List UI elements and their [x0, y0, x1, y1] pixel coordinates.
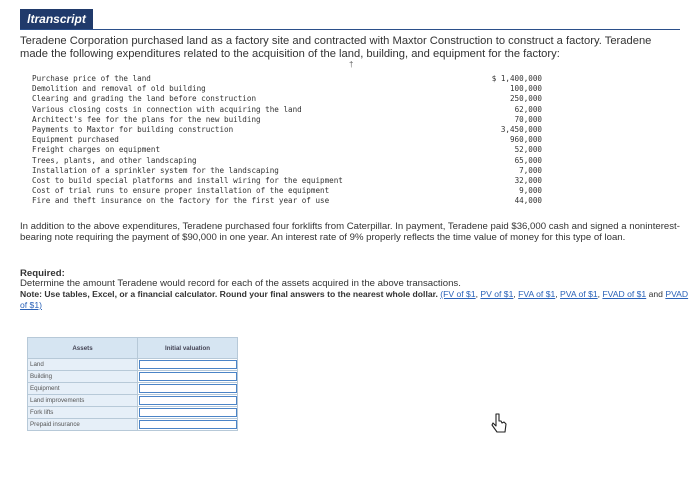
- asset-label: Land improvements: [28, 395, 138, 407]
- expenditure-amount: 960,000: [509, 135, 542, 145]
- expenditure-label: Cost to build special platforms and install wiring for the equipment: [32, 175, 343, 185]
- valuation-input[interactable]: [139, 384, 237, 393]
- note-bold: Note: Use tables, Excel, or a financial calculator. Round your final answers to the nearest whole dollar.: [20, 289, 438, 299]
- transcript-tab[interactable]: ltranscript: [20, 9, 93, 29]
- expenditure-amount: 32,000: [514, 175, 542, 185]
- expenditure-label: Clearing and grading the land before construction: [32, 94, 257, 104]
- forklift-paragraph: In addition to the above expenditures, Teradene purchased four forklifts from Caterpillar. In payment, Teradene paid $36,000 cash and signed a noninterest-bearing note requiring the payment of $90,000 in one year. An interest rate of 9% properly reflects the time value of money for this type of loan.: [20, 221, 680, 243]
- assets-header: Assets: [28, 338, 138, 359]
- asset-label: Land: [28, 359, 138, 371]
- expenditure-amount: 52,000: [514, 145, 542, 155]
- valuation-input[interactable]: [139, 360, 237, 369]
- mouse-pointer-icon: [491, 412, 509, 434]
- expenditure-amount: 65,000: [514, 155, 542, 165]
- expenditure-label: Trees, plants, and other landscaping: [32, 155, 197, 165]
- link-pv[interactable]: PV of $1: [480, 289, 514, 299]
- expenditure-amount: 44,000: [514, 196, 542, 206]
- expenditure-label: Cost of trial runs to ensure proper installation of the equipment: [32, 186, 330, 196]
- valuation-cell: [138, 395, 238, 407]
- expenditure-label: Installation of a sprinkler system for the landscaping: [32, 165, 279, 175]
- table-row: [28, 383, 238, 395]
- problem-intro: Teradene Corporation purchased land as a factory site and contracted with Maxtor Construction to construct a factory. Teradene made the following expenditures related to the acquisition of the land, building, and equipment for the factory:: [20, 35, 652, 60]
- expenditure-amount: 3,450,000: [500, 124, 542, 134]
- required-heading: Required:: [20, 268, 65, 279]
- table-row: [28, 395, 238, 407]
- valuation-cell: [138, 371, 238, 383]
- expenditure-row: [32, 84, 542, 94]
- table-row: [28, 359, 238, 371]
- expenditure-row: [32, 105, 542, 115]
- link-fva[interactable]: FVA of $1: [518, 289, 556, 299]
- table-row: [28, 371, 238, 383]
- expenditure-amount: $ 1,400,000: [491, 74, 542, 83]
- dagger-mark: †: [349, 60, 354, 69]
- expenditure-label: Fire and theft insurance on the factory for the first year of use: [32, 196, 330, 206]
- link-fvad[interactable]: FVAD of $1: [602, 289, 647, 299]
- and-word: and: [648, 289, 663, 299]
- expenditure-label: Architect's fee for the plans for the new building: [32, 114, 261, 124]
- valuation-input[interactable]: [139, 420, 237, 429]
- expenditure-label: Various closing costs in connection with acquiring the land: [32, 104, 302, 114]
- valuation-table: [27, 337, 238, 431]
- expenditures-list: [32, 74, 542, 206]
- expenditure-label: Demolition and removal of old building: [32, 84, 206, 94]
- expenditure-label: Purchase price of the land: [32, 74, 151, 83]
- valuation-input[interactable]: [139, 408, 237, 417]
- initial-valuation-header: Initial valuation: [138, 338, 238, 359]
- note-line: Note: Use tables, Excel, or a financial calculator. Round your final answers to the nearest whole dollar. (FV of $1, PV of $1, FVA of $1, PVA of $1, FVAD of $1 and PVAD of $1): [20, 289, 689, 310]
- expenditure-row: [32, 196, 542, 206]
- header-divider: [20, 29, 680, 30]
- table-row: [28, 407, 238, 419]
- valuation-input[interactable]: [139, 372, 237, 381]
- expenditure-label: Freight charges on equipment: [32, 145, 161, 155]
- asset-label: Fork lifts: [28, 407, 138, 419]
- required-text: Determine the amount Teradene would record for each of the assets acquired in the above transactions.: [20, 278, 461, 289]
- expenditure-row: [32, 186, 542, 196]
- valuation-cell: [138, 407, 238, 419]
- expenditure-amount: 100,000: [509, 84, 542, 94]
- expenditure-row: [32, 176, 542, 186]
- expenditure-amount: 9,000: [519, 186, 542, 196]
- expenditure-row: [32, 166, 542, 176]
- expenditure-amount: 62,000: [514, 104, 542, 114]
- valuation-input[interactable]: [139, 396, 237, 405]
- asset-label: Equipment: [28, 383, 138, 395]
- link-fv[interactable]: (FV of $1: [440, 289, 476, 299]
- expenditure-row: [32, 115, 542, 125]
- expenditure-amount: 7,000: [519, 165, 542, 175]
- expenditure-label: Payments to Maxtor for building construction: [32, 124, 234, 134]
- expenditure-row: [32, 156, 542, 166]
- expenditure-row: [32, 94, 542, 104]
- expenditure-amount: 70,000: [514, 114, 542, 124]
- asset-label: Building: [28, 371, 138, 383]
- valuation-cell: [138, 383, 238, 395]
- expenditure-row: [32, 74, 542, 84]
- expenditure-amount: 250,000: [509, 94, 542, 104]
- expenditure-row: [32, 125, 542, 135]
- valuation-cell: [138, 419, 238, 431]
- table-row: [28, 419, 238, 431]
- link-pvad[interactable]: PVAD of $1): [20, 289, 689, 310]
- asset-label: Prepaid insurance: [28, 419, 138, 431]
- expenditure-row: [32, 135, 542, 145]
- expenditure-label: Equipment purchased: [32, 135, 119, 145]
- expenditure-row: [32, 145, 542, 155]
- valuation-cell: [138, 359, 238, 371]
- link-pva[interactable]: PVA of $1: [560, 289, 598, 299]
